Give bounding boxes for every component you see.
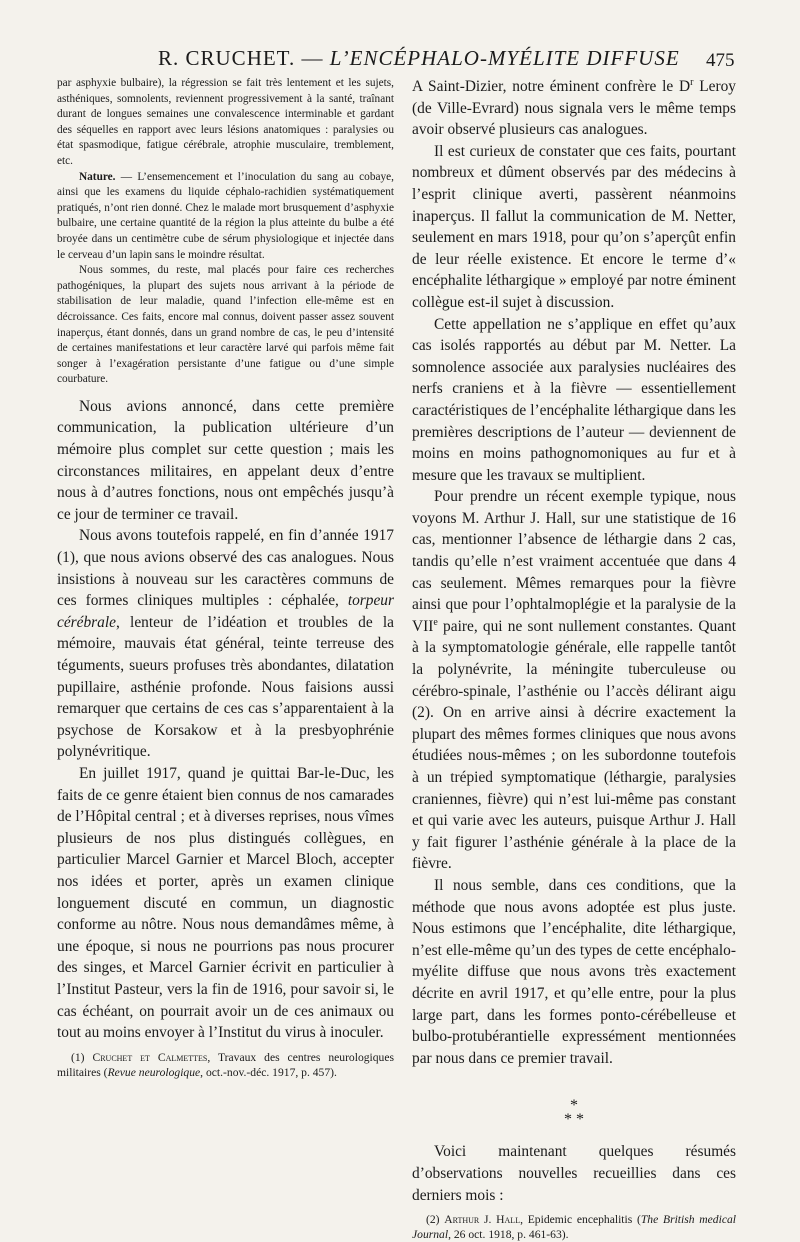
footnote-2-text2: , 26 oct. 1918, p. 461-63). xyxy=(448,1228,569,1242)
page-number: 475 xyxy=(706,50,735,71)
nature-text: L’ensemencement et l’inoculation du sang au cobaye, ainsi que les examens du liquide céphalo-rachidien systématiquement pratiqués, n’ont rien donné. Chez le malade mort brusquement d’asphyxie bulbaire, une certaine quantité de la région la plus atteinte du bulbe a été broyée dans un centimètre cube de sérum physiologique et injectée dans le cerveau d’un lapin sans le moindre résultat. xyxy=(57,170,394,261)
body-paragraph-3: En juillet 1917, quand je quittai Bar-le-Duc, les faits de ce genre étaient bien connus de nos camarades de l’Hôpital central ; et à diverses reprises, nous vîmes plusieurs de nos plus distingués collègues, en particulier Marcel Garnier et Marcel Bloch, accepter nos idées et porter, après un examen clinique longuement discuté en commun, un diagnostic conforme au nôtre. Nous nous demandâmes même, à une époque, si nous ne pourrions pas nous procurer des singes, et Marcel Garnier écrivit en particulier à l’Institut Pasteur, vers la fin de 1916, pour savoir si, le cas échéant, on pourrait avoir un de ces animaux ou tout au moins envoyer à l’Institut du virus à inoculer. xyxy=(57,764,394,1042)
footnote-2-text1: , Epidemic encephalitis ( xyxy=(520,1213,641,1227)
header-title: L’ENCÉPHALO-MYÉLITE DIFFUSE xyxy=(329,46,680,70)
footnote-2-author: Arthur J. Hall xyxy=(444,1213,521,1227)
footnote-1-journal: Revue neurologique xyxy=(107,1065,201,1079)
right-column xyxy=(412,76,736,1242)
note-paragraph-1: par asphyxie bulbaire), la régression se fait très lentement et les sujets, asthéniques, somnolents, reviennent progressivement à la santé, traînant durant de longues semaines une convalescence interminable et gardant des séquelles en rapport avec leurs lésions anatomiques : paralysies ou état spasmodique, fatigue cérébrale, atrophie musculaire, tremblement, etc. xyxy=(57,77,394,167)
body-paragraph-1: Nous avions annoncé, dans cette première communication, la publication ultérieure d’un mémoire plus complet sur cette question ; mais les circonstances militaires, en appelant deux d’entre nous à d’autres fonctions, nous ont empêchés jusqu’à ce jour de terminer ce travail. xyxy=(57,397,394,523)
asterism-star-right: * xyxy=(576,1111,584,1129)
footnote-1-num: (1) xyxy=(71,1050,93,1064)
footnote-2-journal: The British medical Journal xyxy=(412,1213,736,1242)
body-paragraph-2-emphasis: torpeur cérébrale xyxy=(57,592,394,631)
right-paragraph-1-sup: r xyxy=(690,76,694,88)
nature-dash: — xyxy=(115,170,138,183)
asterism xyxy=(412,1099,736,1127)
running-head xyxy=(0,46,800,76)
note-paragraph-3: Nous sommes, du reste, mal placés pour faire ces recherches pathogéniques, la plupart des sujets nous arrivant à la période de stabilisation de leur maladie, quand l’infection elle-même est en décroissance. Ces faits, encore mal connus, doivent passer assez souvent inaperçus, étant donnés, dans un grand nombre de cas, le peu d’intensité de certaines manifestations et leur caractère larvé qui parfois même fait songer à l’exagération persistante d’une fatigue ou d’une simple courbature. xyxy=(57,264,394,386)
body-paragraph-2-part1: Nous avons toutefois rappelé, en fin d’année 1917 (1), que nous avions observé des cas analogues. Nous insistions à nouveau sur les caractères communs de ces formes cliniques multiples : céphalée, xyxy=(57,527,394,610)
body-paragraph-2-part3: de Korsakow et à la presbyophrénie polynévritique. xyxy=(57,721,394,761)
header-separator: — xyxy=(301,46,324,70)
footnote-2 xyxy=(412,1212,736,1242)
left-column xyxy=(57,76,394,1080)
asterism-star-top: * xyxy=(570,1097,578,1115)
nature-lead: Nature. xyxy=(79,170,116,183)
footnote-area-right xyxy=(412,1212,736,1242)
right-paragraph-3: Cette appellation ne s’applique en effet qu’aux cas isolés rapportés au début par M. Netter. La somnolence associée aux paralysies nucléaires des nerfs craniens et à la fièvre — essentiellement caractéristiques de l’encéphalite léthargique dans les premières descriptions de l’auteur — deviennent de moins en moins pathognomoniques au fur et à mesure que les travaux se multiplient. xyxy=(412,315,736,484)
body-paragraph-2-part2: , lenteur de l’idéation et troubles de la mémoire, mauvais état général, teinte terreuse des téguments, sueurs profuses très abondantes, dilatation pupillaire, asthénie profonde. Nous faisions aussi remarquer que certains de ces cas s’apparentaient à la psychose xyxy=(57,613,394,739)
footnote-2-num: (2) xyxy=(426,1213,445,1227)
right-paragraph-5: Il nous semble, dans ces conditions, que la méthode que nous avons adoptée est plus juste. Nous estimons que l’encéphalite, dite léthargique, n’est elle-même qu’un des types de cette encéphalo-myélite diffuse que nous avons très exactement décrite en avril 1917, et qu’elle entre, pour la plus large part, dans les formes ponto-cérébelleuse et bulbo-protubérantielle expressément mentionnées par nous dans ce premier travail. xyxy=(412,876,736,1067)
footnote-1-text2: , oct.-nov.-déc. 1917, p. 457). xyxy=(200,1065,337,1079)
note-paragraph-nature xyxy=(57,170,394,264)
running-title xyxy=(158,46,680,71)
body-paragraph-2 xyxy=(57,525,394,763)
footnote-1-authors: Cruchet et Calmettes xyxy=(92,1050,208,1064)
right-paragraph-4-sup: e xyxy=(433,616,438,628)
right-paragraph-1-part1: A Saint-Dizier, notre éminent confrère le D xyxy=(412,78,691,95)
right-paragraph-6: Voici maintenant quelques résumés d’observations nouvelles recueillies dans ces derniers mois : xyxy=(412,1143,736,1204)
right-paragraph-1 xyxy=(412,76,736,141)
right-paragraph-4-part2: paire, qui ne sont nullement constantes. Quant à la symptomatologie générale, elle rappelle tantôt la polynévrite, la méningite tuberculeuse ou cérébro-spinale, l’asthénie ou l’accès délirant aigu (2). On en arrive ainsi à décrire exactement la plupart des mêmes formes cliniques que nous avons étudiées nous-mêmes ; on les subordonne toutefois à un trépied symptomatique (léthargie, paralysies craniennes, fièvre) qui n’est lui-même pas constant et qui varie avec les auteurs, puisque Arthur J. Hall y fait figurer l’asthénie générale à la place de la fièvre. xyxy=(412,617,736,873)
right-paragraph-2: Il est curieux de constater que ces faits, pourtant nombreux et dûment observés par des médecins à l’esprit clinique averti, passèrent néanmoins inaperçus. Il fallut la communication de M. Netter, seulement en mars 1918, pour qu’on s’aperçût enfin de leur réelle existence. Et encore le terme d’« encéphalite léthargique » employé par notre éminent collègue est-il sujet à discussion. xyxy=(412,142,736,311)
right-paragraph-1-part2: Leroy (de Ville-Evrard) nous signala vers le même temps avoir observé plusieurs cas analogues. xyxy=(412,78,736,139)
header-author: R. CRUCHET. xyxy=(158,46,296,70)
asterism-star-left: * xyxy=(564,1111,572,1129)
right-paragraph-4 xyxy=(412,486,736,875)
footnote-1 xyxy=(57,1050,394,1080)
footnote-area-left xyxy=(57,1050,394,1080)
footnote-1-text1: , Travaux des centres neurologiques militaires ( xyxy=(57,1050,395,1079)
right-paragraph-4-part1: Pour prendre un récent exemple typique, nous voyons M. Arthur J. Hall, sur une statistique de 16 cas, mentionner l’absence de léthargie dans 2 cas, tandis qu’elle n’est vraiment accentuée que dans 4 cas seulement. Mêmes remarques pour la fièvre ainsi que pour l’ophtalmoplégie et la paralysie de la VII xyxy=(412,488,736,635)
